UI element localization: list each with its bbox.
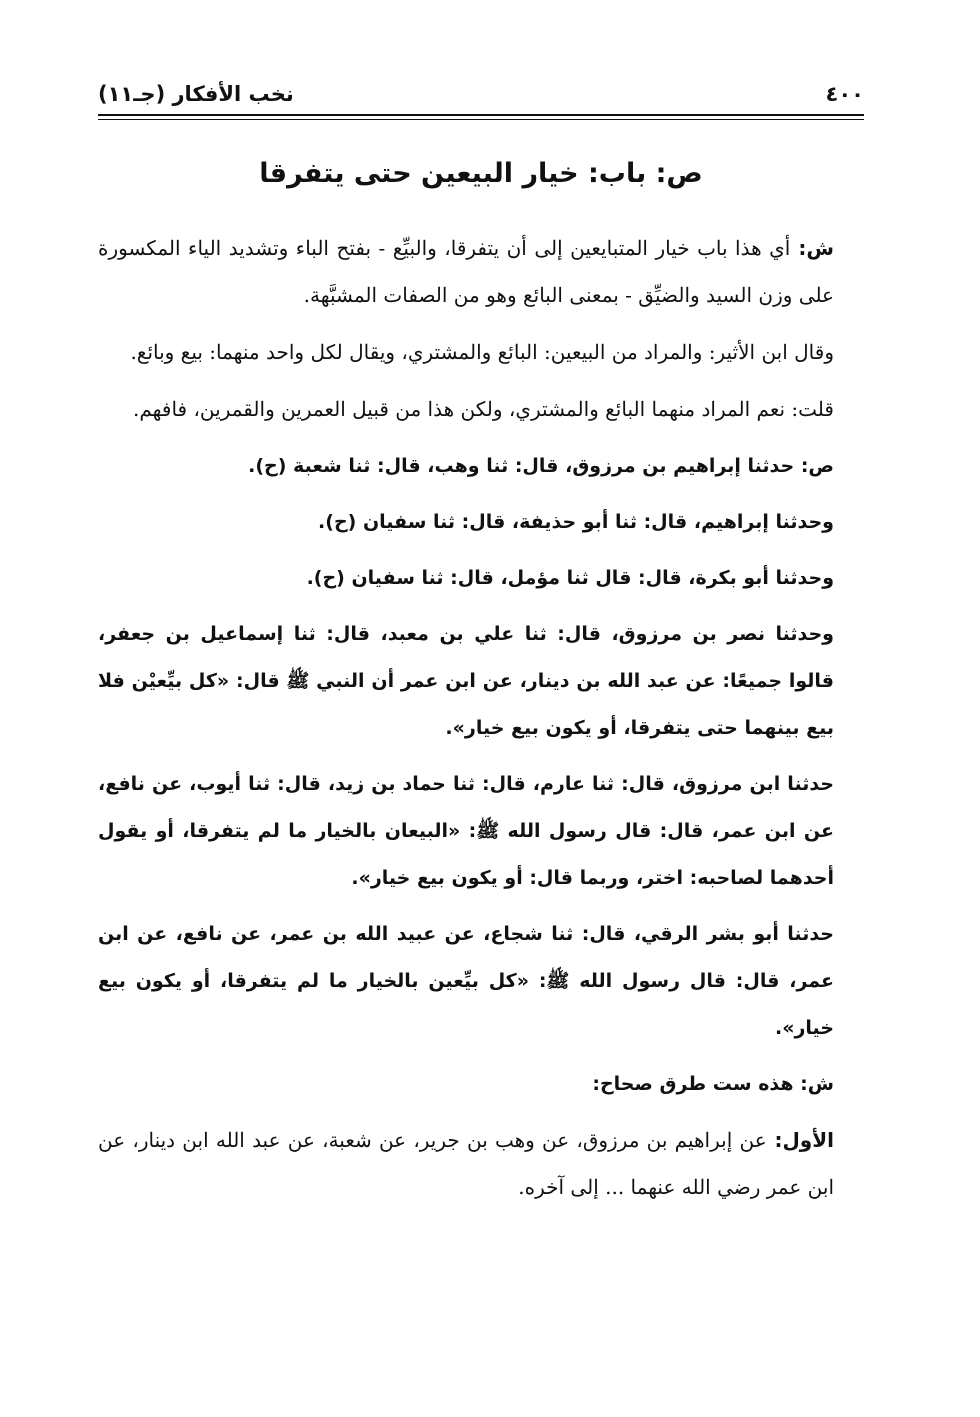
page-number: ٤٠٠ — [825, 82, 864, 106]
commentary-paragraph — [98, 1117, 864, 1211]
chapter-title: ص: باب: خيار البيعين حتى يتفرقا — [259, 158, 703, 189]
paragraph-text: وقال ابن الأثير: والمراد من البيعين: البائع والمشتري، ويقال لكل واحد منهما: بيع وبائع. — [130, 340, 834, 364]
hadith-paragraph — [98, 911, 864, 1052]
paragraph-text: وحدثنا إبراهيم، قال: ثنا أبو حذيفة، قال: ثنا سفيان (ح). — [318, 511, 834, 533]
paragraph-text: وحدثنا أبو بكرة، قال: قال ثنا مؤمل، قال: ثنا سفيان (ح). — [306, 567, 834, 589]
hadith-paragraph — [98, 761, 864, 902]
paragraph-text: حدثنا ابن مرزوق، قال: ثنا عارم، قال: ثنا حماد بن زيد، قال: ثنا أيوب، عن نافع، عن ابن عمر، قال: قال رسول الله ﷺ: «البيعان بالخيار ما لم يتفرقا، أو يقول أحدهما لصاحبه: اختر، وربما قال: أو يكون بيع خيار». — [98, 773, 834, 889]
header-rule-thick — [98, 114, 864, 116]
commentary-paragraph — [98, 225, 864, 319]
hadith-paragraph — [98, 555, 864, 602]
paragraph-text: وحدثنا نصر بن مرزوق، قال: ثنا علي بن معبد، قال: ثنا إسماعيل بن جعفر، قالوا جميعًا: عن عبد الله بن دينار، عن ابن عمر أن النبي ﷺ قال: «كل بيِّعيْن فلا بيع بينهما حتى يتفرقا، أو يكون بيع خيار». — [98, 623, 834, 739]
hadith-paragraph — [98, 1061, 864, 1108]
paragraph-text: ص: حدثنا إبراهيم بن مرزوق، قال: ثنا وهب، قال: ثنا شعبة (ح). — [248, 455, 834, 477]
running-header — [98, 70, 864, 106]
commentary-paragraph — [98, 386, 864, 433]
hadith-paragraph — [98, 611, 864, 752]
paragraph-text: عن إبراهيم بن مرزوق، عن وهب بن جرير، عن شعبة، عن عبد الله ابن دينار، عن ابن عمر رضي الله عنهما ... إلى آخره. — [98, 1128, 834, 1199]
header-rule-thin — [98, 119, 864, 120]
hadith-paragraph — [98, 443, 864, 490]
commentary-paragraph — [98, 329, 864, 376]
commentary-label: ش: — [790, 236, 835, 260]
paragraph-text: حدثنا أبو بشر الرقي، قال: ثنا شجاع، عن عبيد الله بن عمر، عن نافع، عن ابن عمر، قال: قال رسول الله ﷺ: «كل بيِّعين بالخيار ما لم يتفرقا، أو يكون بيع خيار». — [98, 923, 834, 1039]
page — [98, 70, 864, 1221]
book-title: نخب الأفكار (جـ١١) — [98, 82, 294, 106]
paragraph-text: أي هذا باب خيار المتبايعين إلى أن يتفرقا، والبيِّع - بفتح الباء وتشديد الياء المكسورة على وزن السيد والضيِّق - بمعنى البائع وهو من الصفات المشبَّهة. — [98, 236, 834, 307]
paragraph-text: قلت: نعم المراد منهما البائع والمشتري، ولكن هذا من قبيل العمرين والقمرين، فافهم. — [133, 397, 834, 421]
hadith-paragraph — [98, 499, 864, 546]
paragraph-text: ش: هذه ست طرق صحاح: — [592, 1073, 834, 1095]
commentary-label: الأول: — [766, 1128, 834, 1152]
